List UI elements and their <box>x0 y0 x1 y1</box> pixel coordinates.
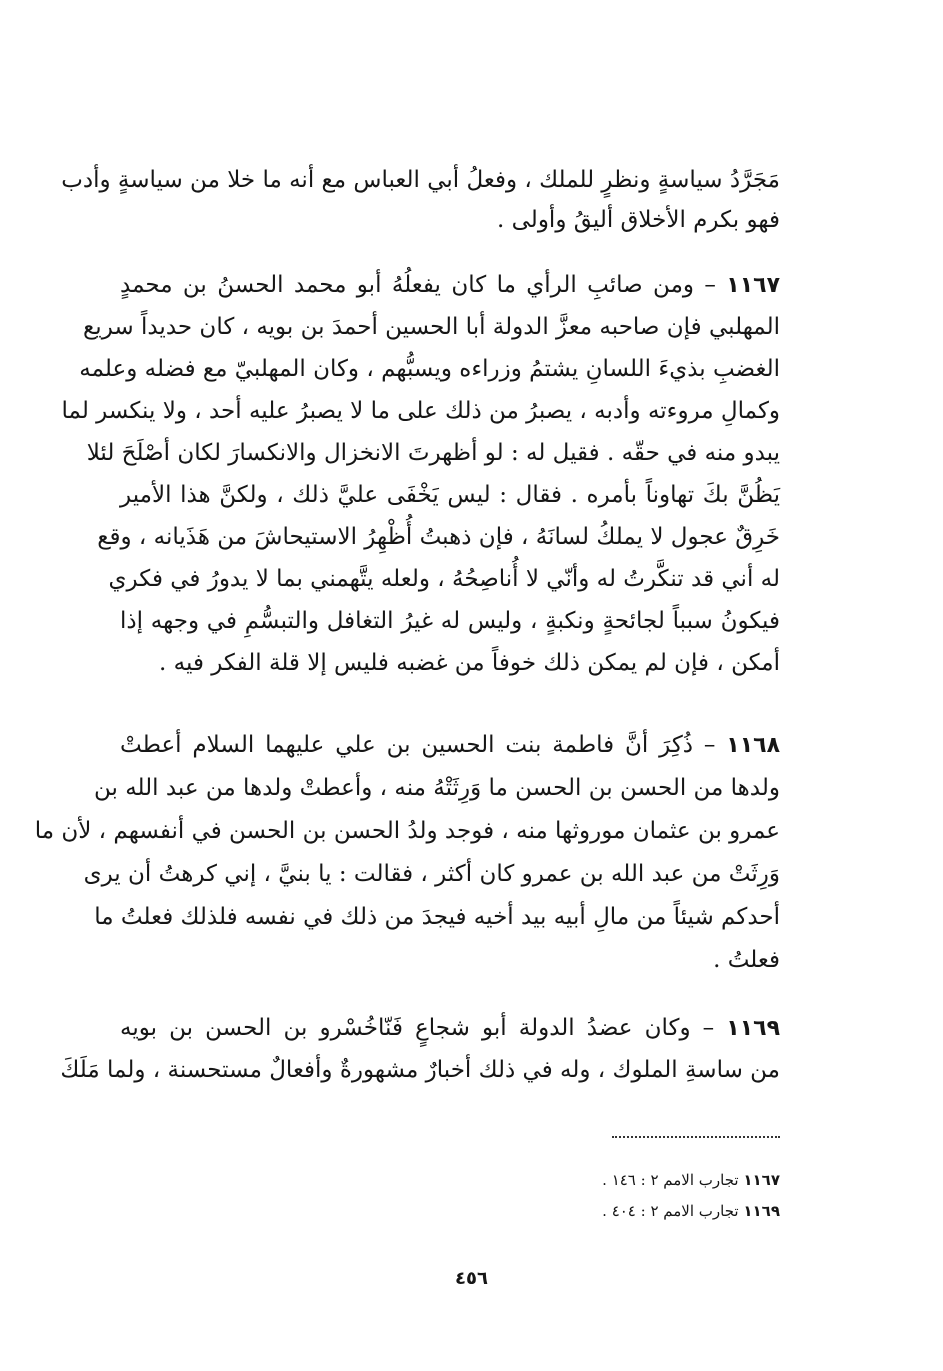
text-line: أحدكم شيئاً من مالِ أبيه بيد أخيه فيجدَ من ذلك في نفسه فلذلك فعلتُ ما <box>94 904 780 930</box>
text-line: فيكونُ سبباً لجائحةٍ ونكبةٍ ، وليس له غيرُ التغافل والتبسُّمِ في وجهه إذا <box>120 608 780 634</box>
text-line: المهلبي فإن صاحبه معزَّ الدولة أبا الحسين أحمدَ بن بويه ، كان حديداً سريع <box>83 314 780 340</box>
entry-number: ١١٦٨ <box>726 733 781 758</box>
entry-number: ١١٦٩ <box>726 1016 780 1041</box>
text-line: من ساسةِ الملوك ، وله في ذلك أخبارٌ مشهورةٌ وأفعالٌ مستحسنة ، ولما مَلَكَ <box>60 1057 780 1083</box>
paragraph-1169 <box>60 1008 780 1092</box>
text-line: يَظُنَّ بكَ تهاوناً بأمره . فقال : ليس يَخْفَى عليَّ ذلك ، ولكنَّ هذا الأمير <box>120 482 780 508</box>
text-line: مَجَرَّدُ سياسةٍ ونظرٍ للملك ، وفعلُ أبي العباس مع أنه ما خلا من سياسةٍ وأدب <box>61 167 780 193</box>
footnote-1169 <box>602 1201 780 1221</box>
footnote-text: تجارب الامم ٢ : ١٤٦ . <box>602 1171 739 1189</box>
text-segment: – ذُكِرَ أنَّ فاطمة بنت الحسين بن علي عليهما السلام أعطتْ <box>120 732 716 758</box>
text-line <box>120 265 780 305</box>
footnote-text: تجارب الامم ٢ : ٤٠٤ . <box>602 1202 739 1220</box>
text-line: خَرِقٌ عجول لا يملكُ لسانَهُ ، فإن ذهبتُ أُظْهِرُ الاستيحاشَ من هَذَيانه ، وقع <box>97 524 780 550</box>
footnote-number: ١١٦٧ <box>743 1171 780 1189</box>
paragraph-1167 <box>61 265 780 705</box>
entry-number: ١١٦٧ <box>726 273 780 298</box>
footnote-1167 <box>602 1170 780 1190</box>
text-line: ولدها من الحسن بن الحسن ما وَرِثَتْهُ منه ، وأعطتْ ولدها من عبد الله بن <box>93 775 780 801</box>
text-line: الغضبِ بذيءَ اللسانِ يشتمُ وزراءه ويسبُّهم ، وكان المهلبيّ مع فضله وعلمه <box>79 356 780 382</box>
text-line <box>120 1008 780 1048</box>
text-line: يبدو منه في حقّه . فقيل له : لو أظهرتَ الانخزال والانكسارَ لكان أصْلَحَ لئلا <box>86 440 780 466</box>
footnote-number: ١١٦٩ <box>743 1202 780 1220</box>
text-line: وكمالِ مروءته وأدبه ، يصبرُ من ذلك على ما لا يصبرُ عليه أحد ، ولا ينكسر لما <box>61 398 780 424</box>
text-line: فعلتُ . <box>713 947 780 973</box>
text-segment: – ومن صائبِ الرأي ما كان يفعلُهُ أبو محمد الحسنُ بن محمدٍ <box>120 272 716 298</box>
text-segment: – وكان عضدُ الدولة أبو شجاعٍ فَنّاخُسْرو بن الحسن بن بويه <box>120 1015 715 1041</box>
text-line: وَرِثَتْ من عبد الله بن عمرو كان أكثر ، فقالت : يا بنيَّ ، إني كرهتُ أن يرى <box>83 861 780 887</box>
text-line <box>120 725 780 765</box>
text-line: أمكن ، فإن لم يمكن ذلك خوفاً من غضبه فليس إلا قلة الفكر فيه . <box>159 650 780 676</box>
footnote-separator <box>612 1136 780 1138</box>
text-line: عمرو بن عثمان موروثها منه ، فوجد ولدُ الحسن بن الحسن في أنفسهم ، لأن ما <box>34 818 780 844</box>
paragraph-1168 <box>34 725 781 985</box>
paragraph-continuation <box>61 160 780 240</box>
text-line: له أني قد تنكَّرتُ له وأنّي لا أُناصِحُهُ ، ولعله يتَّهمني بما لا يدورُ في فكري <box>108 566 780 592</box>
text-line: فهو بكرم الأخلاق أليقُ وأولى . <box>497 207 780 233</box>
page-number: ٤٥٦ <box>455 1268 488 1289</box>
